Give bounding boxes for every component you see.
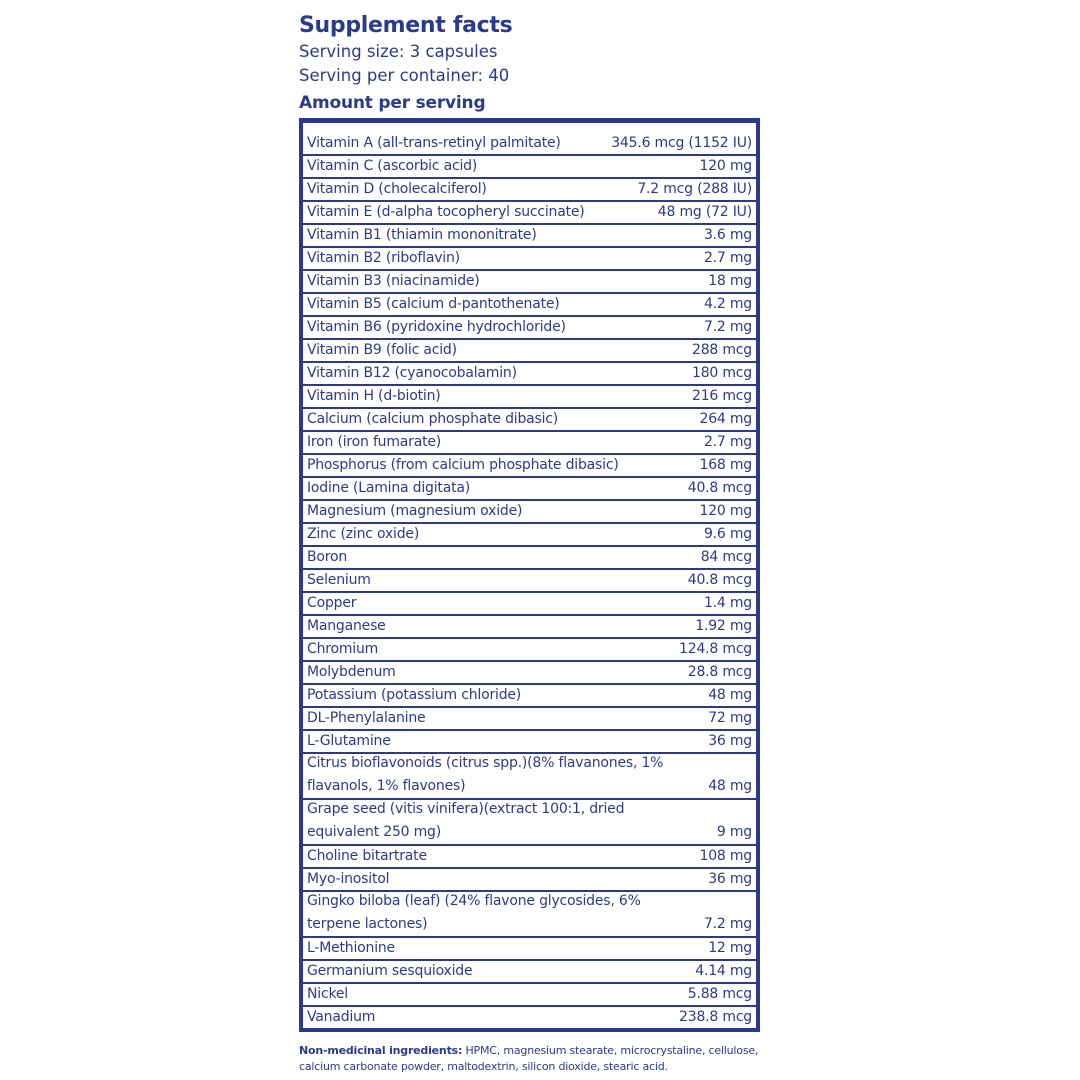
non-medicinal-ingredients	[299, 1043, 769, 1075]
footnote-text: HPMC, magnesium stearate, microcrystaline, cellulose, calcium carbonate powder, maltodextrin, silicon dioxide, stearic acid.	[299, 1044, 759, 1073]
table-row	[303, 246, 756, 269]
nutrient-name: Vanadium	[307, 1009, 376, 1025]
table-row	[303, 269, 756, 292]
amount-per-serving-heading: Amount per serving	[299, 93, 486, 113]
table-row	[303, 1005, 756, 1028]
nutrient-name: L-Glutamine	[307, 733, 391, 749]
nutrient-name: Citrus bioflavonoids (citrus spp.)(8% flavanones, 1% flavanols, 1% flavones)	[307, 755, 664, 794]
supplement-facts-table	[299, 118, 760, 1032]
table-row	[303, 154, 756, 177]
table-row	[303, 752, 756, 798]
nutrient-amount: 216 mcg	[692, 388, 752, 404]
nutrient-name: Manganese	[307, 618, 386, 634]
nutrient-amount: 120 mg	[699, 503, 752, 519]
nutrient-name: Vitamin D (cholecalciferol)	[307, 181, 487, 197]
nutrient-amount: 4.14 mg	[695, 963, 752, 979]
nutrient-amount: 28.8 mcg	[687, 664, 752, 680]
table-row	[303, 936, 756, 959]
servings-per-container: Serving per container: 40	[299, 66, 510, 85]
nutrient-amount: 238.8 mcg	[679, 1009, 752, 1025]
nutrient-amount: 264 mg	[699, 411, 752, 427]
nutrient-name: Vitamin C (ascorbic acid)	[307, 158, 478, 174]
nutrient-name: Vitamin H (d-biotin)	[307, 388, 441, 404]
table-row	[303, 384, 756, 407]
table-row	[303, 844, 756, 867]
table-row	[303, 200, 756, 223]
nutrient-amount: 48 mg	[708, 778, 752, 794]
nutrient-amount: 9 mg	[716, 824, 752, 840]
nutrient-amount: 84 mcg	[700, 549, 752, 565]
nutrient-amount: 2.7 mg	[703, 250, 752, 266]
nutrient-amount: 345.6 mcg (1152 IU)	[611, 135, 752, 151]
nutrient-name: L-Methionine	[307, 940, 395, 956]
nutrient-name: Vitamin B2 (riboflavin)	[307, 250, 460, 266]
nutrient-name: Vitamin B6 (pyridoxine hydrochloride)	[307, 319, 566, 335]
nutrient-name: Boron	[307, 549, 348, 565]
nutrient-name: Vitamin B1 (thiamin mononitrate)	[307, 227, 537, 243]
nutrient-amount: 40.8 mcg	[687, 572, 752, 588]
table-row	[303, 706, 756, 729]
nutrient-name: Myo-inositol	[307, 871, 390, 887]
nutrient-name: Chromium	[307, 641, 379, 657]
table-row	[303, 522, 756, 545]
nutrient-amount: 5.88 mcg	[687, 986, 752, 1002]
table-row	[303, 407, 756, 430]
table-row	[303, 867, 756, 890]
nutrient-name: Choline bitartrate	[307, 848, 427, 864]
nutrient-amount: 124.8 mcg	[679, 641, 752, 657]
table-row	[303, 292, 756, 315]
table-row	[303, 959, 756, 982]
nutrient-amount: 168 mg	[699, 457, 752, 473]
nutrient-name: Selenium	[307, 572, 371, 588]
nutrient-amount: 120 mg	[699, 158, 752, 174]
nutrient-amount: 2.7 mg	[703, 434, 752, 450]
table-row	[303, 982, 756, 1005]
nutrient-amount: 7.2 mcg (288 IU)	[637, 181, 752, 197]
table-row	[303, 568, 756, 591]
table-row	[303, 890, 756, 936]
nutrient-name: Magnesium (magnesium oxide)	[307, 503, 523, 519]
nutrient-amount: 36 mg	[708, 871, 752, 887]
nutrient-name: DL-Phenylalanine	[307, 710, 426, 726]
table-row	[303, 637, 756, 660]
footnote-label: Non-medicinal ingredients:	[299, 1044, 463, 1057]
nutrient-name: Vitamin B12 (cyanocobalamin)	[307, 365, 517, 381]
nutrient-amount: 1.92 mg	[695, 618, 752, 634]
nutrient-name: Vitamin B9 (folic acid)	[307, 342, 457, 358]
nutrient-amount: 108 mg	[699, 848, 752, 864]
table-row	[303, 729, 756, 752]
nutrient-amount: 180 mcg	[692, 365, 752, 381]
nutrient-name: Gingko biloba (leaf) (24% flavone glycosides, 6% terpene lactones)	[307, 893, 641, 932]
table-row	[303, 453, 756, 476]
table-row	[303, 131, 756, 154]
nutrient-amount: 288 mcg	[692, 342, 752, 358]
table-row	[303, 614, 756, 637]
nutrient-amount: 36 mg	[708, 733, 752, 749]
table-row	[303, 223, 756, 246]
nutrient-name: Molybdenum	[307, 664, 396, 680]
nutrient-amount: 4.2 mg	[703, 296, 752, 312]
nutrient-name: Vitamin A (all-trans-retinyl palmitate)	[307, 135, 561, 151]
nutrient-amount: 72 mg	[708, 710, 752, 726]
page-title: Supplement facts	[299, 13, 513, 38]
nutrient-name: Zinc (zinc oxide)	[307, 526, 420, 542]
table-row	[303, 361, 756, 384]
nutrient-name: Vitamin B5 (calcium d-pantothenate)	[307, 296, 560, 312]
nutrient-amount: 1.4 mg	[703, 595, 752, 611]
supplement-facts-panel	[299, 12, 760, 1032]
table-row	[303, 545, 756, 568]
table-row	[303, 798, 756, 844]
nutrient-name: Potassium (potassium chloride)	[307, 687, 522, 703]
serving-size: Serving size: 3 capsules	[299, 42, 498, 61]
table-row	[303, 476, 756, 499]
nutrient-name: Copper	[307, 595, 357, 611]
nutrient-amount: 7.2 mg	[703, 319, 752, 335]
table-row	[303, 430, 756, 453]
nutrient-amount: 48 mg	[708, 687, 752, 703]
table-row	[303, 338, 756, 361]
nutrient-amount: 3.6 mg	[703, 227, 752, 243]
table-row	[303, 315, 756, 338]
nutrient-name: Phosphorus (from calcium phosphate dibasic)	[307, 457, 619, 473]
nutrient-amount: 7.2 mg	[703, 916, 752, 932]
nutrient-name: Iodine (Lamina digitata)	[307, 480, 471, 496]
table-row	[303, 499, 756, 522]
nutrient-name: Grape seed (vitis vinifera)(extract 100:1, dried equivalent 250 mg)	[307, 801, 625, 840]
nutrient-name: Nickel	[307, 986, 348, 1002]
nutrient-amount: 40.8 mcg	[687, 480, 752, 496]
table-row	[303, 591, 756, 614]
nutrient-amount: 9.6 mg	[703, 526, 752, 542]
nutrient-amount: 18 mg	[708, 273, 752, 289]
table-row	[303, 177, 756, 200]
nutrient-name: Calcium (calcium phosphate dibasic)	[307, 411, 559, 427]
nutrient-name: Iron (iron fumarate)	[307, 434, 442, 450]
table-row	[303, 660, 756, 683]
nutrient-name: Germanium sesquioxide	[307, 963, 473, 979]
nutrient-name: Vitamin E (d-alpha tocopheryl succinate)	[307, 204, 585, 220]
nutrient-amount: 12 mg	[708, 940, 752, 956]
table-row	[303, 683, 756, 706]
nutrient-amount: 48 mg (72 IU)	[657, 204, 752, 220]
nutrient-name: Vitamin B3 (niacinamide)	[307, 273, 480, 289]
